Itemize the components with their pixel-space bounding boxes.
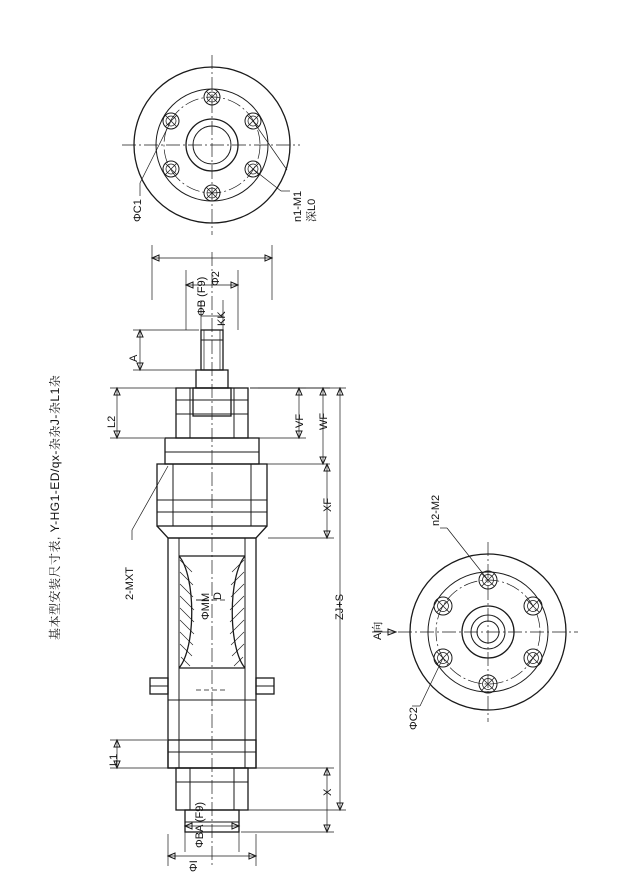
label-x: X: [322, 788, 334, 796]
label-a-direction: A向: [372, 621, 384, 640]
label-phi-c1: ΦC1: [132, 199, 144, 222]
label-a: A: [128, 354, 140, 362]
cap-flange-end-view-a: [372, 528, 578, 722]
label-2-mxt: 2-MXT: [124, 567, 136, 600]
top-flange-end-view: [122, 55, 300, 235]
label-wf: WF: [318, 412, 330, 430]
label-n2-m2: n2-M2: [430, 494, 442, 526]
label-phi-b-f9: ΦB (F9): [196, 276, 208, 316]
label-xf: XF: [322, 497, 334, 512]
label-deep-l0: 深L0: [306, 198, 318, 222]
cylinder-longitudinal-section: [132, 252, 274, 866]
label-phi-mm: ΦMM: [200, 592, 212, 620]
label-kk: KK: [216, 311, 228, 326]
label-phi-2: Φ2: [210, 271, 222, 286]
label-phi-c2: ΦC2: [408, 707, 420, 730]
drawing-title: 基本型安装尺寸表, Y-HG1-ED/qx-杂杂J-杂L1杂: [48, 374, 62, 640]
label-vf: VF: [294, 413, 306, 428]
label-n1-m1: n1-M1: [292, 190, 304, 222]
label-zj-plus-s: ZJ+S: [334, 594, 346, 620]
label-l1: L1: [108, 753, 120, 766]
label-phi-i: ΦI: [188, 860, 200, 872]
label-phi-ba-f9: ΦBA (F9): [194, 801, 206, 848]
label-l2: L2: [106, 415, 118, 428]
label-d: D: [212, 592, 224, 600]
